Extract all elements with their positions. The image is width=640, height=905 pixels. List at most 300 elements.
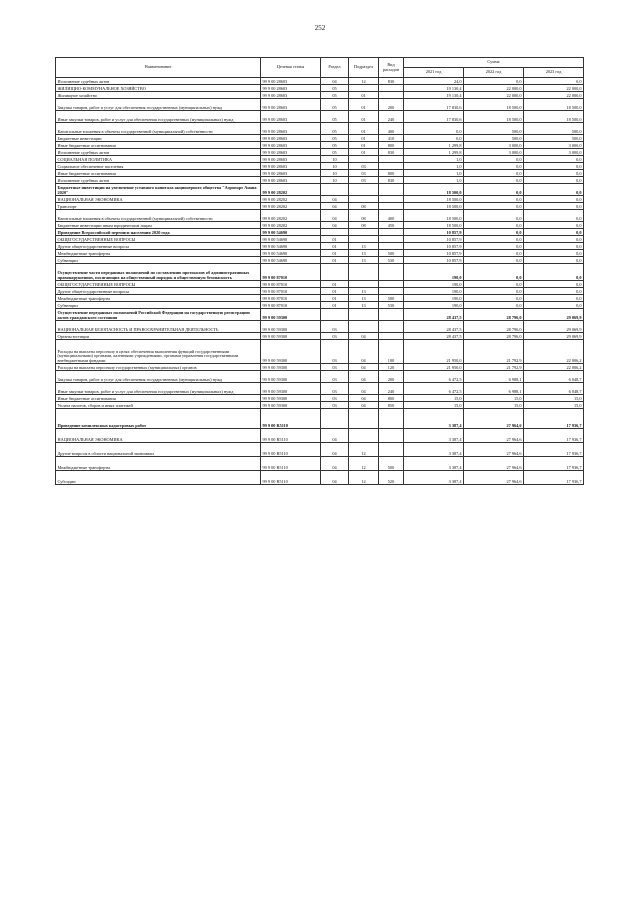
- row-section: 01: [321, 243, 349, 250]
- row-sum-2021: 190,0: [404, 302, 464, 309]
- row-code: 99 9 00 28603: [261, 170, 321, 177]
- row-sum-2023: 17 936,7: [524, 429, 584, 443]
- row-expense-type: [379, 196, 404, 203]
- row-sum-2022: 15,0: [464, 395, 524, 402]
- row-expense-type: 530: [379, 302, 404, 309]
- table-row: [56, 333, 584, 340]
- table-row: [56, 142, 584, 149]
- table-row: [56, 222, 584, 229]
- row-code: 99 9 00 59300: [261, 340, 321, 364]
- row-subsection: [349, 85, 379, 92]
- row-name: Исполнение судебных актов: [56, 78, 261, 85]
- row-sum-2022: 0,0: [464, 222, 524, 229]
- row-subsection: 13: [349, 302, 379, 309]
- row-subsection: 13: [349, 257, 379, 264]
- row-subsection: 13: [349, 250, 379, 257]
- row-sum-2023: 29 069,9: [524, 333, 584, 340]
- row-name: Органы юстиции: [56, 333, 261, 340]
- row-subsection: 04: [349, 333, 379, 340]
- row-code: 99 9 00 28202: [261, 222, 321, 229]
- table-row: [56, 99, 584, 111]
- row-name: Расходы на выплаты персоналу государственных (муниципальных) органов: [56, 364, 261, 371]
- table-header: [56, 58, 584, 78]
- header-section: Раздел: [321, 58, 349, 78]
- row-code: 99 9 00 28202: [261, 210, 321, 222]
- row-section: 01: [321, 250, 349, 257]
- row-subsection: 03: [349, 163, 379, 170]
- row-name: ЖИЛИЩНО-КОММУНАЛЬНОЕ ХОЗЯЙСТВО: [56, 85, 261, 92]
- row-sum-2021: 24,0: [404, 78, 464, 85]
- row-code: 99 9 00 87010: [261, 264, 321, 281]
- row-sum-2023: 0,0: [524, 250, 584, 257]
- row-section: 04: [321, 471, 349, 485]
- row-sum-2021: 1,0: [404, 163, 464, 170]
- row-section: 04: [321, 443, 349, 457]
- row-sum-2023: 0,0: [524, 236, 584, 243]
- row-code: 99 9 00 87010: [261, 281, 321, 288]
- row-sum-2022: 27 964,6: [464, 409, 524, 429]
- row-subsection: 04: [349, 340, 379, 364]
- row-sum-2022: 0,0: [464, 196, 524, 203]
- row-sum-2023: 18 500,0: [524, 111, 584, 123]
- row-sum-2021: 28 437,5: [404, 309, 464, 321]
- row-section: 04: [321, 196, 349, 203]
- row-expense-type: 500: [379, 295, 404, 302]
- row-expense-type: 410: [379, 135, 404, 142]
- row-sum-2021: 10 857,9: [404, 257, 464, 264]
- row-name: НАЦИОНАЛЬНАЯ БЕЗОПАСНОСТЬ И ПРАВООХРАНИТЕЛЬНАЯ ДЕЯТЕЛЬНОСТЬ: [56, 321, 261, 333]
- row-code: 99 9 00 87010: [261, 302, 321, 309]
- row-section: [321, 264, 349, 281]
- row-sum-2021: 6 472,5: [404, 371, 464, 383]
- row-section: 03: [321, 371, 349, 383]
- row-name: Межбюджетные трансферты: [56, 250, 261, 257]
- row-name: Другие общегосударственные вопросы: [56, 288, 261, 295]
- table-row: [56, 92, 584, 99]
- row-expense-type: 400: [379, 123, 404, 135]
- row-sum-2023: 17 936,7: [524, 443, 584, 457]
- row-section: 01: [321, 295, 349, 302]
- row-code: 99 9 00 28603: [261, 142, 321, 149]
- row-section: 03: [321, 364, 349, 371]
- row-sum-2023: 0,0: [524, 196, 584, 203]
- row-expense-type: 830: [379, 177, 404, 184]
- row-expense-type: [379, 443, 404, 457]
- row-code: 99 9 00 54690: [261, 229, 321, 236]
- row-subsection: [349, 321, 379, 333]
- row-subsection: 01: [349, 99, 379, 111]
- table-row: [56, 402, 584, 409]
- row-name: Осуществление части переданных полномочий по составлению протоколов об административных правонарушениях, посягающих на общественный порядок и общественную безопасность: [56, 264, 261, 281]
- row-sum-2021: 28 437,5: [404, 333, 464, 340]
- table-row: [56, 457, 584, 471]
- row-sum-2023: 0,0: [524, 78, 584, 85]
- row-sum-2022: 0,0: [464, 302, 524, 309]
- row-name: Межбюджетные трансферты: [56, 457, 261, 471]
- row-sum-2021: 0,0: [404, 135, 464, 142]
- row-sum-2022: 6 988,1: [464, 371, 524, 383]
- row-subsection: [349, 409, 379, 429]
- row-sum-2022: 0,0: [464, 236, 524, 243]
- row-name: Субсидии: [56, 471, 261, 485]
- row-expense-type: 240: [379, 383, 404, 395]
- row-sum-2022: 22 000,0: [464, 92, 524, 99]
- row-code: 99 9 00 59300: [261, 364, 321, 371]
- table-row: [56, 250, 584, 257]
- table-row: [56, 111, 584, 123]
- row-subsection: 08: [349, 222, 379, 229]
- row-name: Межбюджетные трансферты: [56, 295, 261, 302]
- row-sum-2023: 18 500,0: [524, 99, 584, 111]
- row-code: 99 9 00 28603: [261, 92, 321, 99]
- table-row: [56, 383, 584, 395]
- row-sum-2023: 0,0: [524, 288, 584, 295]
- row-subsection: [349, 281, 379, 288]
- budget-table: [55, 57, 584, 485]
- row-code: 99 9 00 28603: [261, 111, 321, 123]
- row-section: 01: [321, 302, 349, 309]
- row-name: Субвенции: [56, 302, 261, 309]
- row-subsection: 01: [349, 142, 379, 149]
- row-name: Бюджетные инвестиции иным юридическим лицам: [56, 222, 261, 229]
- row-sum-2023: 0,0: [524, 281, 584, 288]
- row-section: 03: [321, 333, 349, 340]
- row-expense-type: 500: [379, 457, 404, 471]
- row-code: 99 9 00 28603: [261, 163, 321, 170]
- row-sum-2021: 18 500,0: [404, 203, 464, 210]
- header-year-2022: 2022 год: [464, 68, 524, 78]
- row-name: Иные бюджетные ассигнования: [56, 395, 261, 402]
- row-expense-type: 500: [379, 250, 404, 257]
- row-sum-2023: 0,0: [524, 243, 584, 250]
- row-subsection: [349, 196, 379, 203]
- row-sum-2022: 27 964,6: [464, 429, 524, 443]
- row-section: 10: [321, 156, 349, 163]
- row-section: 10: [321, 170, 349, 177]
- row-expense-type: [379, 264, 404, 281]
- row-sum-2022: 500,0: [464, 123, 524, 135]
- row-sum-2021: 1 299,8: [404, 142, 464, 149]
- row-expense-type: 400: [379, 210, 404, 222]
- table-row: [56, 163, 584, 170]
- row-sum-2022: 0,0: [464, 78, 524, 85]
- row-sum-2023: 0,0: [524, 302, 584, 309]
- row-name: НАЦИОНАЛЬНАЯ ЭКОНОМИКА: [56, 429, 261, 443]
- row-section: 05: [321, 142, 349, 149]
- row-sum-2022: 28 796,0: [464, 333, 524, 340]
- row-subsection: 01: [349, 123, 379, 135]
- row-subsection: 01: [349, 92, 379, 99]
- row-name: ОБЩЕГОСУДАРСТВЕННЫЕ ВОПРОСЫ: [56, 236, 261, 243]
- row-section: 03: [321, 383, 349, 395]
- row-section: 04: [321, 222, 349, 229]
- row-section: 04: [321, 210, 349, 222]
- row-code: 99 9 00 R5110: [261, 409, 321, 429]
- row-expense-type: 850: [379, 402, 404, 409]
- row-sum-2023: 0,0: [524, 177, 584, 184]
- row-name: Осуществление переданных полномочий Российской Федерации на государственную регистрацию актов гражданского состояния: [56, 309, 261, 321]
- row-code: 99 9 00 R5110: [261, 429, 321, 443]
- table-row: [56, 471, 584, 485]
- table-row: [56, 170, 584, 177]
- row-sum-2023: 17 936,7: [524, 471, 584, 485]
- row-expense-type: 200: [379, 99, 404, 111]
- row-sum-2021: 21 950,0: [404, 364, 464, 371]
- row-name: НАЦИОНАЛЬНАЯ ЭКОНОМИКА: [56, 196, 261, 203]
- row-sum-2023: 29 069,9: [524, 321, 584, 333]
- row-name: Бюджетные инвестиции на увеличение уставного капитала акционерного общества "Аэропорт Анапа 2020": [56, 184, 261, 196]
- row-section: 04: [321, 457, 349, 471]
- row-code: 99 9 00 28603: [261, 149, 321, 156]
- row-code: 99 9 00 28603: [261, 78, 321, 85]
- row-section: 05: [321, 111, 349, 123]
- table-row: [56, 78, 584, 85]
- row-name: Иные бюджетные ассигнования: [56, 170, 261, 177]
- row-sum-2022: 15,0: [464, 402, 524, 409]
- row-sum-2022: 21 792,9: [464, 340, 524, 364]
- row-expense-type: 200: [379, 371, 404, 383]
- row-code: 99 9 00 28202: [261, 196, 321, 203]
- row-subsection: 04: [349, 395, 379, 402]
- row-sum-2023: 500,0: [524, 123, 584, 135]
- row-sum-2021: 190,0: [404, 288, 464, 295]
- row-subsection: 13: [349, 288, 379, 295]
- row-sum-2022: 27 964,6: [464, 471, 524, 485]
- row-code: 99 9 00 28603: [261, 135, 321, 142]
- row-sum-2022: 0,0: [464, 295, 524, 302]
- row-sum-2021: 19 130,4: [404, 92, 464, 99]
- table-row: [56, 196, 584, 203]
- table-row: [56, 184, 584, 196]
- table-row: [56, 364, 584, 371]
- row-sum-2021: 0,0: [404, 123, 464, 135]
- row-name: Социальное обеспечение населения: [56, 163, 261, 170]
- row-expense-type: [379, 321, 404, 333]
- row-section: 05: [321, 85, 349, 92]
- row-name: Капитальные вложения в объекты государственной (муниципальной) собственности: [56, 123, 261, 135]
- row-subsection: [349, 264, 379, 281]
- row-sum-2022: 28 796,0: [464, 309, 524, 321]
- row-code: 99 9 00 59300: [261, 321, 321, 333]
- header-code: Целевая статья: [261, 58, 321, 78]
- table-row: [56, 309, 584, 321]
- row-sum-2021: 6 472,5: [404, 383, 464, 395]
- row-section: 03: [321, 395, 349, 402]
- row-sum-2021: 17 830,6: [404, 111, 464, 123]
- row-subsection: 04: [349, 371, 379, 383]
- row-sum-2022: 27 964,6: [464, 457, 524, 471]
- row-name: Закупка товаров, работ и услуг для обеспечения государственных (муниципальных) нужд: [56, 371, 261, 383]
- row-sum-2023: 0,0: [524, 203, 584, 210]
- row-expense-type: 800: [379, 142, 404, 149]
- row-subsection: 08: [349, 203, 379, 210]
- row-sum-2023: 0,0: [524, 156, 584, 163]
- table-row: [56, 156, 584, 163]
- table-row: [56, 288, 584, 295]
- row-expense-type: 830: [379, 78, 404, 85]
- row-sum-2023: 3 000,0: [524, 149, 584, 156]
- row-sum-2023: 0,0: [524, 222, 584, 229]
- row-sum-2022: 28 796,0: [464, 321, 524, 333]
- row-name: СОЦИАЛЬНАЯ ПОЛИТИКА: [56, 156, 261, 163]
- row-section: 01: [321, 288, 349, 295]
- row-sum-2023: 15,0: [524, 402, 584, 409]
- row-name: Иные закупки товаров, работ и услуг для обеспечения государственных (муниципальных) нужд: [56, 111, 261, 123]
- row-name: ОБЩЕГОСУДАРСТВЕННЫЕ ВОПРОСЫ: [56, 281, 261, 288]
- row-sum-2022: 18 500,0: [464, 111, 524, 123]
- row-sum-2021: 1,0: [404, 170, 464, 177]
- row-code: 99 9 00 28603: [261, 99, 321, 111]
- row-name: Исполнение судебных актов: [56, 149, 261, 156]
- row-section: 04: [321, 78, 349, 85]
- table-row: [56, 85, 584, 92]
- row-subsection: 04: [349, 402, 379, 409]
- row-subsection: 13: [349, 243, 379, 250]
- row-subsection: 13: [349, 295, 379, 302]
- row-sum-2022: 0,0: [464, 210, 524, 222]
- row-expense-type: [379, 163, 404, 170]
- row-sum-2022: 0,0: [464, 257, 524, 264]
- row-sum-2022: 3 000,0: [464, 142, 524, 149]
- row-code: 99 9 00 28603: [261, 156, 321, 163]
- row-section: 01: [321, 281, 349, 288]
- row-sum-2023: 22 006,2: [524, 364, 584, 371]
- row-code: 99 9 00 87010: [261, 295, 321, 302]
- row-expense-type: [379, 184, 404, 196]
- row-sum-2022: 21 792,9: [464, 364, 524, 371]
- row-sum-2022: 500,0: [464, 135, 524, 142]
- row-sum-2023: 0,0: [524, 257, 584, 264]
- row-subsection: [349, 156, 379, 163]
- row-section: 05: [321, 149, 349, 156]
- row-sum-2022: 0,0: [464, 281, 524, 288]
- row-section: 03: [321, 402, 349, 409]
- table-row: [56, 340, 584, 364]
- row-subsection: 08: [349, 210, 379, 222]
- row-subsection: 04: [349, 383, 379, 395]
- row-sum-2021: 28 437,5: [404, 321, 464, 333]
- row-subsection: 12: [349, 457, 379, 471]
- row-sum-2022: 0,0: [464, 243, 524, 250]
- row-name: Проведение Всероссийской переписи населения 2020 года: [56, 229, 261, 236]
- row-subsection: [349, 184, 379, 196]
- row-section: 05: [321, 99, 349, 111]
- row-sum-2022: 0,0: [464, 170, 524, 177]
- row-sum-2021: 21 950,0: [404, 340, 464, 364]
- row-name: Расходы на выплаты персоналу в целях обеспечения выполнения функций государственными (муниципальными) органами, казенными учреждениями, органами управления государственными внебюджетными фондами: [56, 340, 261, 364]
- row-sum-2022: 6 988,1: [464, 383, 524, 395]
- row-subsection: 12: [349, 78, 379, 85]
- row-subsection: [349, 236, 379, 243]
- row-sum-2023: 0,0: [524, 170, 584, 177]
- row-sum-2023: 17 936,7: [524, 409, 584, 429]
- row-section: 01: [321, 257, 349, 264]
- row-name: Проведение комплексных кадастровых работ: [56, 409, 261, 429]
- table-row: [56, 321, 584, 333]
- row-subsection: [349, 229, 379, 236]
- row-sum-2021: 17 830,6: [404, 99, 464, 111]
- row-expense-type: 530: [379, 257, 404, 264]
- row-sum-2021: 190,0: [404, 295, 464, 302]
- table-row: [56, 264, 584, 281]
- row-section: 10: [321, 177, 349, 184]
- row-sum-2021: 1,0: [404, 156, 464, 163]
- row-code: 99 9 00 54690: [261, 243, 321, 250]
- row-sum-2021: 18 500,0: [404, 184, 464, 196]
- row-sum-2021: 190,0: [404, 264, 464, 281]
- table-row: [56, 302, 584, 309]
- row-sum-2021: 18 500,0: [404, 210, 464, 222]
- row-sum-2023: 22 006,2: [524, 340, 584, 364]
- row-code: 99 9 00 R5110: [261, 457, 321, 471]
- row-name: Жилищное хозяйство: [56, 92, 261, 99]
- row-code: 99 9 00 28202: [261, 203, 321, 210]
- header-expense-type: Вид расходов: [379, 58, 404, 78]
- row-sum-2023: 17 936,7: [524, 457, 584, 471]
- row-code: 99 9 00 28603: [261, 177, 321, 184]
- row-name: Другие вопросы в области национальной экономики: [56, 443, 261, 457]
- row-code: 99 9 00 59300: [261, 371, 321, 383]
- row-expense-type: 800: [379, 395, 404, 402]
- header-year-2023: 2023 год: [524, 68, 584, 78]
- row-name: Уплата налогов, сборов и иных платежей: [56, 402, 261, 409]
- row-sum-2021: 10 857,9: [404, 236, 464, 243]
- table-row: [56, 395, 584, 402]
- row-section: 01: [321, 236, 349, 243]
- row-sum-2022: 0,0: [464, 203, 524, 210]
- table-body: [56, 78, 584, 485]
- row-code: 99 9 00 54690: [261, 250, 321, 257]
- row-section: 10: [321, 163, 349, 170]
- row-section: [321, 409, 349, 429]
- header-sum: Сумма: [404, 58, 584, 68]
- row-expense-type: 520: [379, 471, 404, 485]
- header-year-2021: 2021 год: [404, 68, 464, 78]
- row-sum-2022: 0,0: [464, 184, 524, 196]
- row-section: 05: [321, 135, 349, 142]
- row-expense-type: [379, 243, 404, 250]
- table-row: [56, 443, 584, 457]
- row-sum-2022: 0,0: [464, 156, 524, 163]
- row-name: Другие общегосударственные вопросы: [56, 243, 261, 250]
- row-sum-2023: 3 000,0: [524, 142, 584, 149]
- row-code: 99 9 00 54690: [261, 236, 321, 243]
- row-name: Капитальные вложения в объекты государственной (муниципальной) собственности: [56, 210, 261, 222]
- row-section: [321, 184, 349, 196]
- row-section: 04: [321, 429, 349, 443]
- row-expense-type: [379, 92, 404, 99]
- row-name: Исполнение судебных актов: [56, 177, 261, 184]
- row-section: 05: [321, 92, 349, 99]
- row-code: 99 9 00 59300: [261, 333, 321, 340]
- header-subsection: Подраздел: [349, 58, 379, 78]
- row-sum-2021: 18 500,0: [404, 196, 464, 203]
- row-code: 99 9 00 28603: [261, 85, 321, 92]
- row-sum-2023: 0,0: [524, 163, 584, 170]
- row-expense-type: [379, 85, 404, 92]
- row-sum-2021: 10 857,9: [404, 243, 464, 250]
- table-row: [56, 429, 584, 443]
- table-row: [56, 203, 584, 210]
- page-number: 252: [314, 24, 326, 32]
- table-row: [56, 135, 584, 142]
- row-sum-2021: 15,0: [404, 402, 464, 409]
- row-section: [321, 309, 349, 321]
- table-row: [56, 123, 584, 135]
- table-row: [56, 149, 584, 156]
- row-sum-2023: 15,0: [524, 395, 584, 402]
- table-row: [56, 281, 584, 288]
